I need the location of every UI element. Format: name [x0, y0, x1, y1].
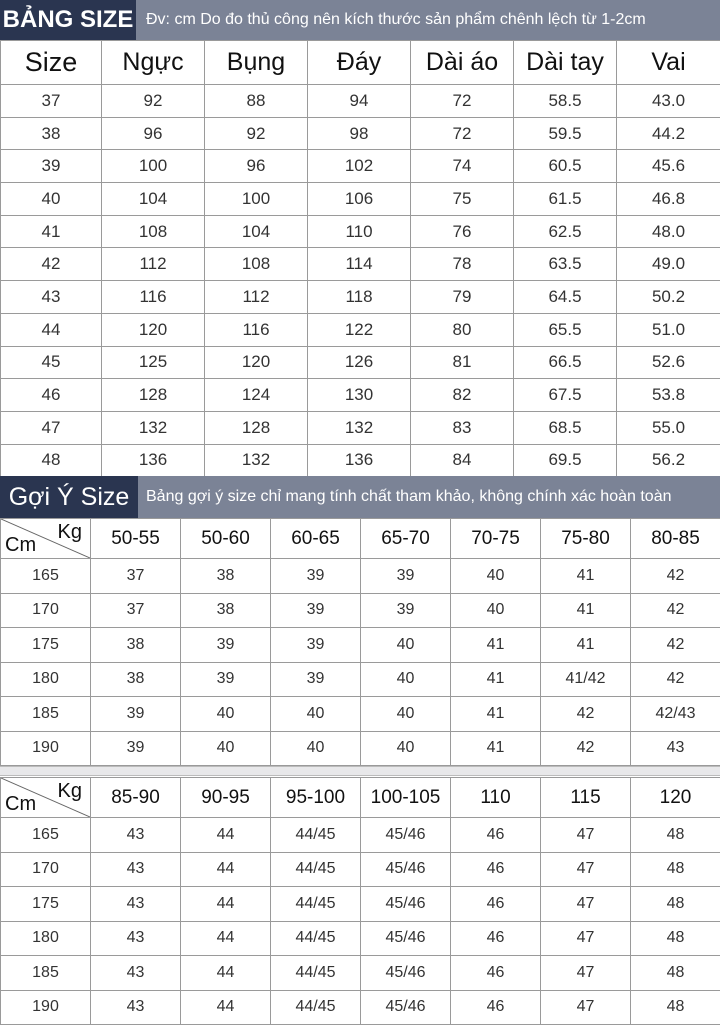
size-cell: 44: [181, 921, 271, 956]
height-cell: 185: [1, 697, 91, 732]
table-cell: 43.0: [617, 85, 720, 118]
table-cell: 122: [308, 313, 411, 346]
size-cell: 44: [181, 852, 271, 887]
size-cell: 40: [361, 731, 451, 766]
table-cell: 42: [1, 248, 102, 281]
size-cell: 41: [451, 628, 541, 663]
table-cell: 92: [205, 117, 308, 150]
size-cell: 48: [631, 818, 720, 853]
size-cell: 46: [451, 956, 541, 991]
table-cell: 41: [1, 215, 102, 248]
height-cell: 190: [1, 990, 91, 1025]
size-cell: 45/46: [361, 852, 451, 887]
table-cell: 84: [411, 444, 514, 477]
table-row: [1, 887, 720, 922]
suggest-table-2: [0, 777, 720, 1025]
height-cell: 185: [1, 956, 91, 991]
table-cell: 75: [411, 183, 514, 216]
table-cell: 130: [308, 379, 411, 412]
table-cell: 116: [102, 281, 205, 314]
size-cell: 42/43: [631, 697, 720, 732]
size-cell: 39: [181, 662, 271, 697]
size-cell: 39: [91, 697, 181, 732]
size-cell: 44: [181, 887, 271, 922]
table-cell: 118: [308, 281, 411, 314]
height-cell: 175: [1, 628, 91, 663]
weight-header: 70-75: [451, 519, 541, 559]
table-row: [1, 183, 720, 216]
size-cell: 46: [451, 887, 541, 922]
suggest-title: Gợi Ý Size: [0, 476, 138, 518]
table-row: [1, 697, 720, 732]
cm-label: Cm: [5, 793, 37, 815]
table-cell: 128: [205, 411, 308, 444]
size-cell: 45/46: [361, 921, 451, 956]
table-row: [1, 411, 720, 444]
table-cell: 104: [205, 215, 308, 248]
size-cell: 41: [451, 731, 541, 766]
table-row: [1, 956, 720, 991]
table-cell: 40: [1, 183, 102, 216]
table-cell: 72: [411, 117, 514, 150]
size-cell: 46: [451, 990, 541, 1025]
weight-header: 80-85: [631, 519, 720, 559]
table-cell: 120: [205, 346, 308, 379]
size-table-note: Đv: cm Do đo thủ công nên kích thước sản phẩm chênh lệch từ 1-2cm: [146, 11, 646, 28]
table-row: [1, 444, 720, 477]
size-cell: 37: [91, 593, 181, 628]
table-cell: 108: [205, 248, 308, 281]
table-cell: 78: [411, 248, 514, 281]
size-table-header-bar: [0, 0, 720, 40]
table-cell: 46: [1, 379, 102, 412]
table-row: [1, 281, 720, 314]
weight-header: 100-105: [361, 778, 451, 818]
size-cell: 39: [181, 628, 271, 663]
table-cell: 49.0: [617, 248, 720, 281]
table-cell: 55.0: [617, 411, 720, 444]
weight-header: 95-100: [271, 778, 361, 818]
table-cell: 51.0: [617, 313, 720, 346]
weight-header-row: [1, 778, 720, 818]
weight-header: 120: [631, 778, 720, 818]
weight-header: 60-65: [271, 519, 361, 559]
weight-header: 65-70: [361, 519, 451, 559]
height-cell: 180: [1, 921, 91, 956]
size-cell: 38: [181, 559, 271, 594]
table-cell: 92: [102, 85, 205, 118]
size-cell: 41/42: [541, 662, 631, 697]
size-cell: 43: [91, 852, 181, 887]
size-cell: 38: [181, 593, 271, 628]
size-cell: 39: [91, 731, 181, 766]
table-cell: 125: [102, 346, 205, 379]
size-cell: 47: [541, 887, 631, 922]
table-row: [1, 85, 720, 118]
table-cell: 110: [308, 215, 411, 248]
table-cell: 68.5: [514, 411, 617, 444]
height-cell: 165: [1, 559, 91, 594]
size-cell: 48: [631, 956, 720, 991]
table-row: [1, 818, 720, 853]
table-cell: 46.8: [617, 183, 720, 216]
table-cell: 65.5: [514, 313, 617, 346]
table-cell: 48: [1, 444, 102, 477]
table-cell: 60.5: [514, 150, 617, 183]
table-row: [1, 990, 720, 1025]
table-row: [1, 215, 720, 248]
column-header: Đáy: [308, 41, 411, 85]
table-cell: 88: [205, 85, 308, 118]
size-cell: 39: [361, 559, 451, 594]
table-cell: 61.5: [514, 183, 617, 216]
column-header: Dài áo: [411, 41, 514, 85]
table-cell: 132: [102, 411, 205, 444]
height-cell: 165: [1, 818, 91, 853]
table-row: [1, 852, 720, 887]
size-cell: 46: [451, 852, 541, 887]
column-header: Dài tay: [514, 41, 617, 85]
table-cell: 102: [308, 150, 411, 183]
size-cell: 47: [541, 990, 631, 1025]
table-cell: 69.5: [514, 444, 617, 477]
table-cell: 116: [205, 313, 308, 346]
table-row: [1, 117, 720, 150]
height-cell: 170: [1, 593, 91, 628]
size-cell: 46: [451, 818, 541, 853]
table-cell: 120: [102, 313, 205, 346]
weight-header: 75-80: [541, 519, 631, 559]
table-cell: 108: [102, 215, 205, 248]
table-cell: 59.5: [514, 117, 617, 150]
table-cell: 83: [411, 411, 514, 444]
size-cell: 40: [451, 593, 541, 628]
table-cell: 96: [102, 117, 205, 150]
size-cell: 48: [631, 887, 720, 922]
table-cell: 106: [308, 183, 411, 216]
size-cell: 39: [271, 559, 361, 594]
size-cell: 47: [541, 852, 631, 887]
table-cell: 72: [411, 85, 514, 118]
weight-header: 50-55: [91, 519, 181, 559]
table-cell: 67.5: [514, 379, 617, 412]
size-cell: 44: [181, 818, 271, 853]
table-cell: 80: [411, 313, 514, 346]
table-row: [1, 731, 720, 766]
size-cell: 45/46: [361, 956, 451, 991]
size-cell: 40: [361, 628, 451, 663]
size-cell: 44/45: [271, 990, 361, 1025]
table-row: [1, 248, 720, 281]
size-cell: 40: [271, 731, 361, 766]
table-cell: 62.5: [514, 215, 617, 248]
size-cell: 43: [91, 818, 181, 853]
size-cell: 42: [631, 559, 720, 594]
suggest-header-bar: [0, 476, 720, 518]
size-cell: 41: [541, 559, 631, 594]
column-header: Bụng: [205, 41, 308, 85]
size-cell: 43: [91, 921, 181, 956]
size-cell: 38: [91, 662, 181, 697]
size-cell: 44/45: [271, 818, 361, 853]
table-cell: 56.2: [617, 444, 720, 477]
size-cell: 39: [361, 593, 451, 628]
table-cell: 81: [411, 346, 514, 379]
cm-label: Cm: [5, 534, 37, 556]
size-cell: 43: [631, 731, 720, 766]
table-cell: 114: [308, 248, 411, 281]
size-cell: 39: [271, 628, 361, 663]
table-cell: 96: [205, 150, 308, 183]
size-cell: 40: [361, 697, 451, 732]
table-cell: 79: [411, 281, 514, 314]
size-cell: 44/45: [271, 852, 361, 887]
size-cell: 42: [631, 628, 720, 663]
table-cell: 104: [102, 183, 205, 216]
size-cell: 45/46: [361, 887, 451, 922]
size-cell: 48: [631, 852, 720, 887]
column-header: Size: [1, 41, 102, 85]
kg-cm-corner-cell: [1, 778, 91, 818]
table-cell: 39: [1, 150, 102, 183]
size-cell: 40: [361, 662, 451, 697]
size-cell: 44: [181, 956, 271, 991]
size-cell: 41: [451, 697, 541, 732]
table-row: [1, 593, 720, 628]
table-cell: 44.2: [617, 117, 720, 150]
table-cell: 126: [308, 346, 411, 379]
size-cell: 38: [91, 628, 181, 663]
size-cell: 48: [631, 921, 720, 956]
size-cell: 39: [271, 662, 361, 697]
table-separator: [0, 766, 720, 776]
weight-header: 115: [541, 778, 631, 818]
table-row: [1, 313, 720, 346]
weight-header: 90-95: [181, 778, 271, 818]
size-cell: 42: [631, 593, 720, 628]
weight-header: 50-60: [181, 519, 271, 559]
size-cell: 44: [181, 990, 271, 1025]
table-cell: 53.8: [617, 379, 720, 412]
table-cell: 112: [102, 248, 205, 281]
table-cell: 45: [1, 346, 102, 379]
height-cell: 180: [1, 662, 91, 697]
table-cell: 136: [308, 444, 411, 477]
size-cell: 41: [541, 628, 631, 663]
table-row: [1, 921, 720, 956]
table-cell: 63.5: [514, 248, 617, 281]
weight-header: 110: [451, 778, 541, 818]
table-cell: 98: [308, 117, 411, 150]
size-cell: 40: [451, 559, 541, 594]
table-row: [1, 379, 720, 412]
size-cell: 41: [541, 593, 631, 628]
size-cell: 42: [631, 662, 720, 697]
height-cell: 175: [1, 887, 91, 922]
size-cell: 47: [541, 956, 631, 991]
column-header: Vai: [617, 41, 720, 85]
table-cell: 52.6: [617, 346, 720, 379]
table-row: [1, 559, 720, 594]
size-cell: 43: [91, 956, 181, 991]
table-cell: 44: [1, 313, 102, 346]
size-cell: 41: [451, 662, 541, 697]
weight-header: 85-90: [91, 778, 181, 818]
size-cell: 46: [451, 921, 541, 956]
table-cell: 58.5: [514, 85, 617, 118]
kg-label: Kg: [57, 780, 82, 802]
suggest-note: Bảng gợi ý size chỉ mang tính chất tham khảo, không chính xác hoàn toàn: [146, 488, 672, 505]
weight-header-row: [1, 519, 720, 559]
table-row: [1, 628, 720, 663]
table-cell: 100: [102, 150, 205, 183]
size-cell: 44/45: [271, 956, 361, 991]
size-cell: 40: [181, 731, 271, 766]
table-row: [1, 662, 720, 697]
table-cell: 45.6: [617, 150, 720, 183]
table-cell: 112: [205, 281, 308, 314]
size-table: [0, 40, 720, 477]
table-cell: 76: [411, 215, 514, 248]
table-cell: 37: [1, 85, 102, 118]
size-table-title: BẢNG SIZE: [0, 0, 136, 40]
size-table-header-row: [1, 41, 720, 85]
table-row: [1, 150, 720, 183]
size-cell: 42: [541, 731, 631, 766]
size-cell: 48: [631, 990, 720, 1025]
size-cell: 45/46: [361, 818, 451, 853]
table-cell: 94: [308, 85, 411, 118]
size-cell: 42: [541, 697, 631, 732]
table-cell: 82: [411, 379, 514, 412]
size-cell: 40: [181, 697, 271, 732]
table-cell: 47: [1, 411, 102, 444]
size-cell: 43: [91, 990, 181, 1025]
table-cell: 132: [308, 411, 411, 444]
table-cell: 124: [205, 379, 308, 412]
kg-label: Kg: [57, 521, 82, 543]
table-cell: 100: [205, 183, 308, 216]
table-cell: 48.0: [617, 215, 720, 248]
table-cell: 43: [1, 281, 102, 314]
size-cell: 40: [271, 697, 361, 732]
table-cell: 50.2: [617, 281, 720, 314]
size-cell: 44/45: [271, 887, 361, 922]
size-cell: 44/45: [271, 921, 361, 956]
size-cell: 47: [541, 921, 631, 956]
height-cell: 190: [1, 731, 91, 766]
table-cell: 38: [1, 117, 102, 150]
size-cell: 43: [91, 887, 181, 922]
table-row: [1, 346, 720, 379]
size-cell: 45/46: [361, 990, 451, 1025]
column-header: Ngực: [102, 41, 205, 85]
table-cell: 66.5: [514, 346, 617, 379]
size-cell: 37: [91, 559, 181, 594]
table-cell: 136: [102, 444, 205, 477]
suggest-table-1: [0, 518, 720, 766]
size-cell: 47: [541, 818, 631, 853]
table-cell: 132: [205, 444, 308, 477]
size-cell: 39: [271, 593, 361, 628]
kg-cm-corner-cell: [1, 519, 91, 559]
table-cell: 74: [411, 150, 514, 183]
table-cell: 64.5: [514, 281, 617, 314]
height-cell: 170: [1, 852, 91, 887]
table-cell: 128: [102, 379, 205, 412]
